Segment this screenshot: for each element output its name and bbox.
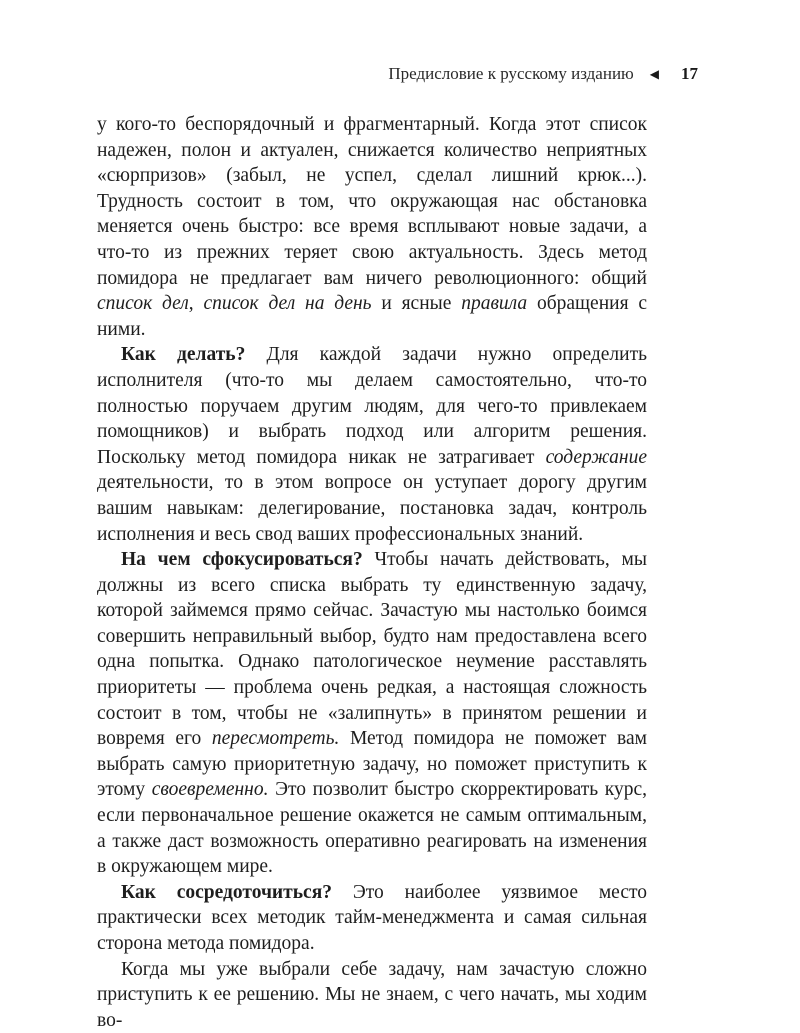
p1-emphasis-2: список дел на день	[203, 293, 372, 315]
p4-heading: Как сосредоточиться?	[121, 881, 333, 903]
p1-text-4: обращения с ними.	[97, 293, 647, 340]
paragraph-2	[97, 342, 647, 547]
p3-text-2: Метод помидора не поможет вам выбрать самую приоритетную задачу, но поможет приступить к этому	[97, 728, 647, 801]
p2-text-1: Для каждой задачи нужно определить исполнителя (что-то мы делаем самостоятельно, что-то полностью поручаем другим людям, для чего-то привлекаем помощников) и выбрать подход или алгоритм решения. Поскольку метод помидора никак не затрагивает	[97, 344, 648, 468]
p2-text-2: деятельности, то в этом вопросе он уступает дорогу другим вашим навыкам: делегирование, постановка задач, контроль исполнения и весь свод ваших профессиональных знаний.	[97, 472, 647, 545]
page-number: 17	[681, 64, 698, 83]
page-marker-icon: ◀	[649, 67, 659, 81]
p3-emphasis-2: своевременно.	[151, 779, 269, 801]
p2-emphasis-1: содержание	[545, 446, 647, 468]
body-text	[97, 112, 647, 1033]
paragraph-5	[97, 957, 647, 1033]
paragraph-1	[97, 112, 647, 342]
running-head	[0, 64, 698, 84]
running-title: Предисловие к русскому изданию	[388, 64, 634, 83]
p3-text-1: Чтобы начать действовать, мы должны из всего списка выбрать ту единственную задачу, которой займемся прямо сейчас. Зачастую мы настолько боимся совершить неправильный выбор, будто нам предоставлена всего одна попытка. Однако патологическое неумение расставлять приоритеты — проблема очень редкая, а настоящая сложность состоит в том, чтобы не «залипнуть» в принятом решении и вовремя его	[97, 549, 647, 750]
p1-text-1: у кого-то беспорядочный и фрагментарный. Когда этот список надежен, полон и актуален, снижается количество неприятных «сюрпризов» (забыл, не успел, сделал лишний крюк...). Трудность состоит в том, что окружающая нас обстановка меняется очень быстро: все время всплывают новые задачи, а что-то из прежних теряет свою актуальность. Здесь метод помидора не предлагает вам ничего революционного: общий	[97, 114, 647, 289]
p1-emphasis-1: список дел	[97, 293, 189, 315]
p3-heading: На чем сфокусироваться?	[121, 549, 363, 571]
p2-heading: Как делать?	[121, 344, 246, 366]
p3-emphasis-1: пересмотреть.	[211, 728, 340, 750]
paragraph-4	[97, 880, 647, 957]
p1-text-3: и ясные	[371, 293, 462, 315]
p5-text-1: Когда мы уже выбрали себе задачу, нам зачастую сложно приступить к ее решению. Мы не знаем, с чего начать, мы ходим во-	[97, 958, 647, 1031]
paragraph-3	[97, 547, 647, 880]
p4-text-1: Это наиболее уязвимое место практически всех методик тайм-менеджмента и самая сильная сторона метода помидора.	[97, 881, 647, 954]
p3-text-3: Это позволит быстро скорректировать курс, если первоначальное решение окажется не самым оптимальным, а также даст возможность оперативно реагировать на изменения в окружающем мире.	[97, 779, 647, 878]
p1-emphasis-3: правила	[461, 293, 528, 315]
p1-text-2: ,	[188, 293, 204, 315]
